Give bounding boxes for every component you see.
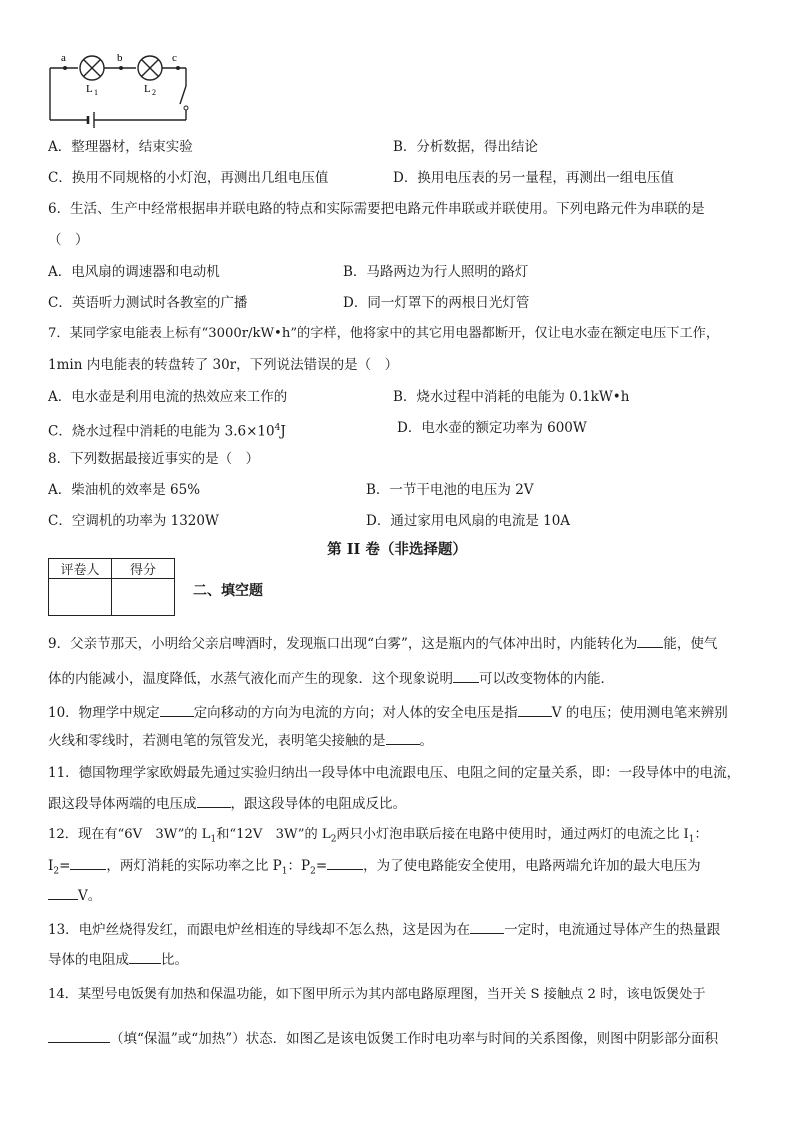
q14-blank-1[interactable] [48,1029,110,1043]
q6-stem: 6．生活、生产中经常根据串并联电路的特点和实际需要把电路元件串联或并联使用。下列电路元件为串联的是 [48,201,705,217]
q7-option-a: A．电水壶是利用电流的热效应来工作的 [48,389,288,405]
q5-option-a: A．整理器材，结束实验 [48,139,193,155]
q10-line1: 10．物理学中规定 定向移动的方向为电流的方向；对人体的安全电压是指 V 的电压；使用测电笔来辨别 [48,705,728,721]
q8-option-c: C．空调机的功率为 1320W [48,513,219,529]
node-a-label: a [61,52,66,64]
series-circuit-diagram [40,50,200,130]
q6-option-c: C．英语听力测试时各教室的广播 [48,295,248,311]
q13-blank-1[interactable] [470,920,504,934]
q8-option-b: B．一节干电池的电压为 2V [366,482,534,498]
section-title: 第 II 卷（非选择题） [327,541,467,558]
q7-option-b: B．烧水过程中消耗的电能为 0.1kW•h [393,389,630,405]
q11-blank-1[interactable] [197,794,231,808]
q9-blank-1[interactable] [637,634,663,648]
q13-line1: 13．电炉丝烧得发红，而跟电炉丝相连的导线却不怎么热，这是因为在 一定时，电流通过导体产生的热量跟 [48,922,721,938]
q9-blank-2[interactable] [453,669,479,683]
q12-line1: 12．现在有“6V 3W”的 $L_1$和“12V 3W”的 $L_2$两只小灯泡串联后接在电路中使用时，通过两灯的电流之比 $I_1$： [48,827,708,845]
q6-option-a: A．电风扇的调速器和电动机 [48,264,220,280]
score-table [48,558,175,616]
node-c-label: c [172,52,177,64]
q7-stem-line2: 1min 内电能表的转盘转了 30r，下列说法错误的是（ ） [48,357,399,373]
grader-header: 评卷人 [49,559,112,579]
q9-line1: 9．父亲节那天，小明给父亲启啤酒时，发现瓶口出现“白雾”，这是瓶内的气体冲出时，内能转化为 能，使气 [48,636,718,652]
lamp-l2-subscript: 2 [152,88,156,97]
q12-line2: $I_2=$ ，两灯消耗的实际功率之比 $P_1$：$P_2=$ ，为了使电路能安全使用，电路两端允许加的最大电压为 [48,858,701,877]
lamp-l1-label: L [86,83,93,95]
grader-cell [49,579,112,616]
lamp-l1-subscript: 1 [94,88,98,97]
q10-blank-1[interactable] [160,703,194,717]
q6-option-d: D．同一灯罩下的两根日光灯管 [343,295,530,311]
q10-line2: 火线和零线时，若测电笔的氖管发光，表明笔尖接触的是 。 [48,733,433,749]
q6-answer-bracket: （ ） [48,232,89,248]
q12-blank-2[interactable] [327,856,363,870]
lamp-l2-label: L [144,83,151,95]
q7-stem-line1: 7．某同学家电能表上标有“3000r/kW•h”的字样，他将家中的其它用电器都断开，仅让电水壶在额定电压下工作， [48,326,720,341]
node-b-label: b [117,52,123,64]
score-header: 得分 [112,559,175,579]
q12-blank-3[interactable] [48,886,78,900]
q7-option-c: C．烧水过程中消耗的电能为 $3.6\times 10^4J$ [48,423,286,440]
q12-blank-1[interactable] [70,856,106,870]
q9-line2: 体的内能减小，温度降低，水蒸气液化而产生的现象．这个现象说明 可以改变物体的内能． [48,671,614,687]
q10-blank-3[interactable] [386,731,420,745]
q13-line2: 导体的电阻成 比。 [48,952,188,968]
score-cell [112,579,175,616]
fill-blank-heading: 二、填空题 [193,583,263,599]
q5-option-d: D．换用电压表的另一量程，再测出一组电压值 [393,170,674,186]
q5-option-c: C．换用不同规格的小灯泡，再测出几组电压值 [48,170,329,186]
q12-line3: V。 [48,886,101,905]
q14-line2: （填“保温”或“加热”）状态．如图乙是该电饭煲工作时电功率与时间的关系图像，则图中阴影部分面积 [48,1029,718,1048]
q13-blank-2[interactable] [129,950,161,964]
q14-line1: 14．某型号电饭煲有加热和保温功能，如下图甲所示为其内部电路原理图，当开关 S 接触点 2 时，该电饭煲处于 [48,987,706,1002]
q8-option-d: D．通过家用电风扇的电流是 10A [366,513,571,529]
q8-option-a: A．柴油机的效率是 65% [48,482,201,498]
q6-option-b: B．马路两边为行人照明的路灯 [343,264,529,280]
q11-line1: 11．德国物理学家欧姆最先通过实验归纳出一段导体中电流跟电压、电阻之间的定量关系，即：一段导体中的电流， [48,765,741,781]
q8-stem: 8．下列数据最接近事实的是（ ） [48,451,260,467]
q11-line2: 跟这段导体两端的电压成 ，跟这段导体的电阻成反比。 [48,796,406,812]
q7-option-d: D．电水壶的额定功率为 600W [397,420,587,436]
q5-option-b: B．分析数据，得出结论 [393,139,538,155]
q10-blank-2[interactable] [518,703,552,717]
